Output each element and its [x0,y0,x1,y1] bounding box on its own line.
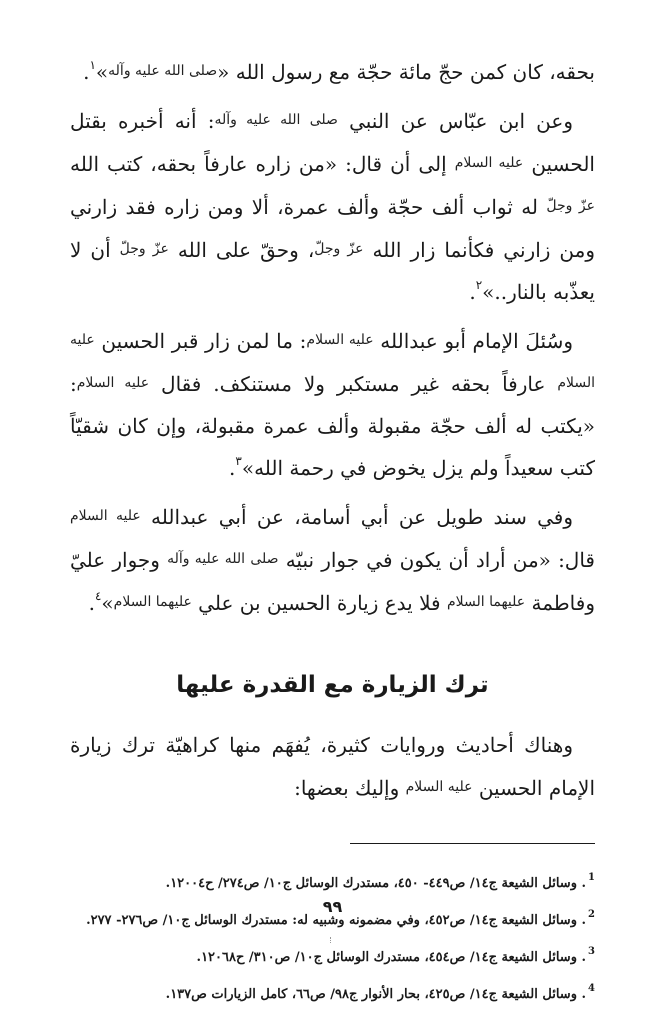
text-run: بحقه، كان كمن حجّ مائة حجّة مع رسول الله [229,60,595,84]
text-run: وإليك بعضها: [294,776,406,800]
footnote-ref-1[interactable]: ١ [89,58,96,72]
honorific: عليه السلام [76,375,150,391]
footnote-number: 1 [588,872,595,883]
honorific: عليه السلام [70,332,595,391]
quote-mark: « [217,60,230,84]
footnote-number: 2 [588,909,595,920]
footnotes [70,862,595,1010]
text-run: عارفاً بحقه غير مستكبر ولا مستنكف. فقال [149,372,558,396]
text-run: وفي سند طويل عن أبي أسامة، عن أبي عبدالله [140,505,573,529]
text-run: إلى أن قال: «من زاره عارفاً بحقه، كتب الله [70,152,455,176]
text-run: : ما لمن زار قبر الحسين [94,329,307,353]
paragraph-1 [70,50,595,93]
honorific: عزّ وجلّ [119,241,169,257]
honorific: عزّ وجلّ [546,198,596,214]
footnote-text: . وسائل الشيعة ج١٤/ ص٤٢٥، بحار الأنوار ج٩٨/ ص٦٦، كامل الزيارات ص١٣٧. [165,987,587,1002]
quote-mark: » [95,60,109,84]
honorific: عزّ وجلّ [314,241,364,257]
paragraph-4 [70,495,595,624]
honorific: عليه السلام [70,508,141,524]
text-run: قال: «من أراد أن يكون في جوار نبيّه [278,548,595,572]
section-heading: ترك الزيارة مع القدرة عليها [176,672,489,698]
footnote-number: 4 [588,983,595,994]
text-run: وعن ابن عبّاس عن النبي [337,109,574,133]
honorific: عليهما السلام [113,594,192,610]
honorific: عليه السلام [454,155,524,171]
text-run: . [88,591,95,615]
footnote-text: . وسائل الشيعة ج١٤/ ص٤٥٤، مستدرك الوسائل ج١٠/ ص٣١٠/ ح١٢٠٦٨. [196,950,587,965]
footnote-text: . وسائل الشيعة ج١٤/ ص٤٥٢، وفي مضمونه وشبيه له: مستدرك الوسائل ج١٠/ ص٢٧٦- ٢٧٧. [86,913,587,928]
text-run: له ثواب ألف حجّة وألف عمرة، ألا ومن زاره فقد زارني ومن زارني فكأنما زار الله [70,195,596,262]
footnote-ref-2[interactable]: ٢ [475,278,483,292]
text-run: ، وحقّ على الله [168,238,315,262]
footnote-1 [70,862,595,899]
scan-speck [330,937,334,943]
footnote-ref-4[interactable]: ٤ [94,589,102,603]
honorific: عليه السلام [306,332,374,348]
text-run: . [83,60,90,84]
text-run: وسُئلَ الإمام أبو عبدالله [373,329,573,353]
text-run: : أنه أخبره بقتل الحسين [70,109,595,176]
text-run: وجوار عليّ وفاطمة [70,548,595,615]
page-number: ٩٩ [322,897,343,916]
text-run: : «يكتب له ألف حجّة مقبولة وألف عمرة مقبولة، وإن كان شقيّاً كتب سعيداً ولم يزل يخوض في رحمة الله» [70,372,595,480]
honorific: صلى الله عليه وآله [214,112,338,128]
footnote-ref-3[interactable]: ٣ [235,454,242,468]
honorific: صلى الله عليه وآله [108,63,218,79]
footnote-divider [350,843,595,844]
text-run: فلا يدع زيارة الحسين بن علي [191,591,447,615]
text-run: وهناك أحاديث وروايات كثيرة، يُفهَم منها كراهيّة ترك زيارة الإمام الحسين [70,733,595,800]
text-run: . [229,456,236,480]
footnote-text: . وسائل الشيعة ج١٤/ ص٤٤٩- ٤٥٠، مستدرك الوسائل ج١٠/ ص٢٧٤/ ح١٢٠٠٤. [165,876,587,891]
paragraph-2 [70,99,595,313]
footnote-number: 3 [588,946,595,957]
text-run: أن لا يعذّبه بالنار..» [70,238,595,304]
honorific: صلى الله عليه وآله [167,551,279,567]
text-run: . [469,280,476,304]
footnote-4 [70,973,595,1010]
honorific: عليهما السلام [446,594,526,610]
honorific: عليه السلام [405,779,473,795]
paragraph-5 [70,724,595,809]
page-body [70,50,595,1010]
paragraph-3 [70,319,595,489]
quote-mark: » [101,591,114,615]
